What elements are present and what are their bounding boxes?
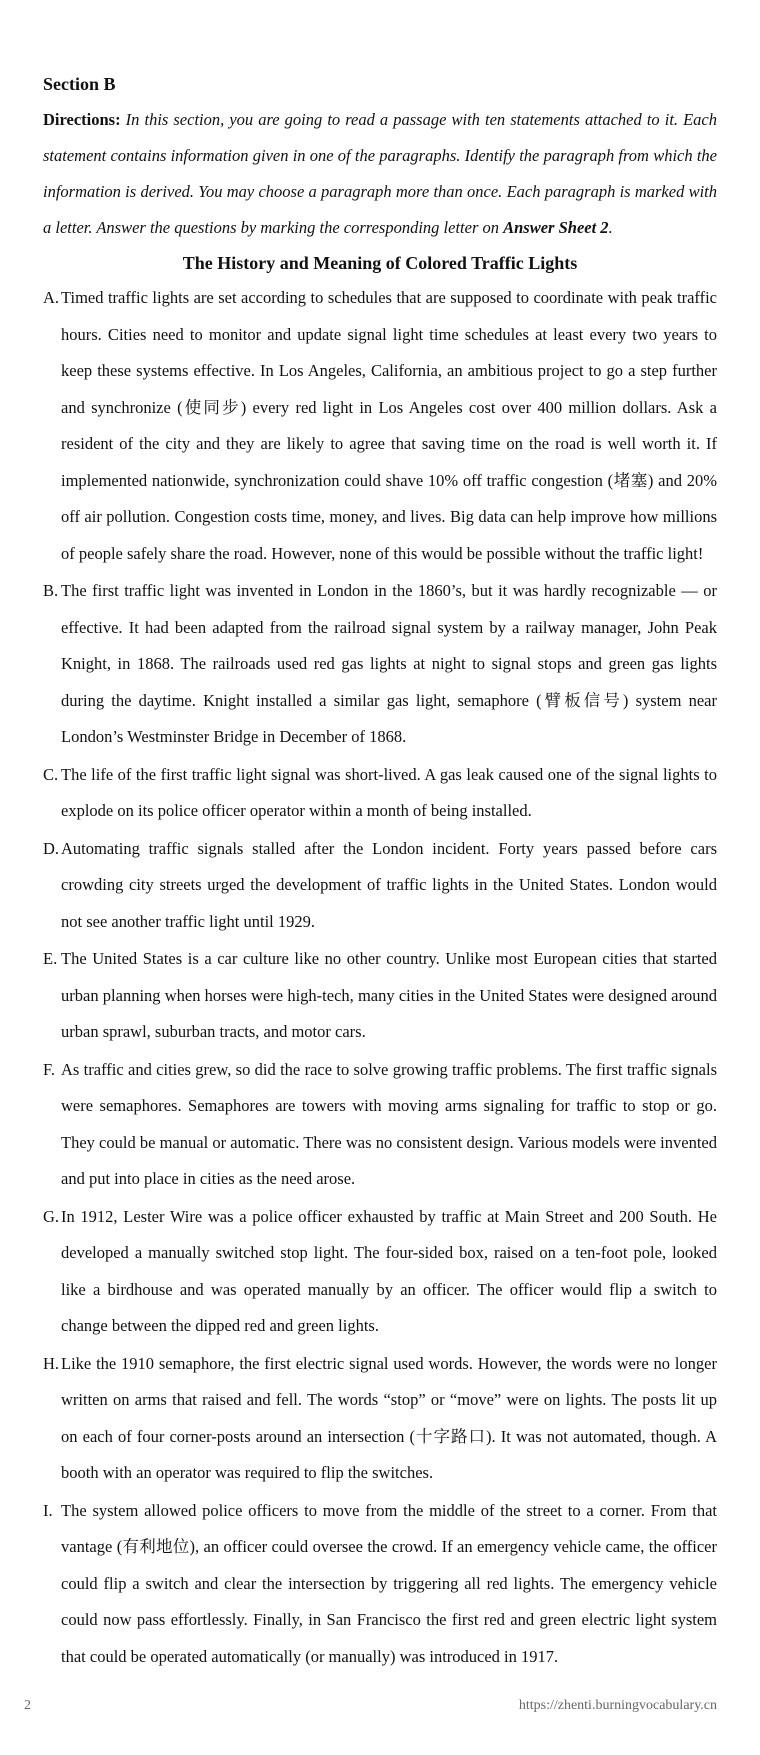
- directions-label: Directions:: [43, 110, 121, 129]
- paragraph-text: In 1912, Lester Wire was a police officer exhausted by traffic at Main Street and 200 South. He developed a manually switched stop light. The four-sided box, raised on a ten-foot pole, looked like a birdhouse and was operated manually by an officer. The officer would flip a switch to change between the dipped red and green lights.: [61, 1206, 717, 1335]
- paragraph-text: Timed traffic lights are set according to schedules that are supposed to coordinate with peak traffic hours. Cities need to monitor and update signal light time schedules at least every two years to keep these systems effective. In Los Angeles, California, an ambitious project to go a step further and synchronize (使同步) every red light in Los Angeles cost over 400 million dollars. Ask a resident of the city and they are likely to agree that saving time on the road is well worth it. If implemented nationwide, synchronization could shave 10% off traffic congestion (堵塞) and 20% off air pollution. Congestion costs time, money, and lives. Big data can help improve how millions of people safely share the road. However, none of this would be possible without the traffic light!: [61, 288, 717, 563]
- paragraph-c: [43, 757, 717, 830]
- paragraph-d: [43, 831, 717, 941]
- paragraph-f: [43, 1052, 717, 1198]
- paragraph-text: The United States is a car culture like no other country. Unlike most European cities that started urban planning when horses were high-tech, many cities in the United States were designed around urban sprawl, suburban tracts, and motor cars.: [61, 949, 717, 1041]
- paragraph-b: [43, 573, 717, 756]
- paragraph-text: Like the 1910 semaphore, the first electric signal used words. However, the words were no longer written on arms that raised and fell. The words “stop” or “move” were on lights. The posts lit up on each of four corner-posts around an intersection (十字路口). It was not automated, though. A booth with an operator was required to flip the switches.: [61, 1353, 717, 1482]
- directions-end: .: [608, 218, 613, 237]
- paragraph-i: [43, 1493, 717, 1676]
- paragraph-text: The first traffic light was invented in London in the 1860’s, but it was hardly recognizable — or effective. It had been adapted from the railroad signal system by a railway manager, John Peak Knight, in 1868. The railroads used red gas lights at night to signal stops and green gas lights during the daytime. Knight installed a similar gas light, semaphore (臂板信号) system near London’s Westminster Bridge in December of 1868.: [61, 581, 717, 746]
- paragraph-g: [43, 1199, 717, 1345]
- paragraph-letter: H.: [43, 1353, 60, 1373]
- paragraph-letter: B.: [43, 581, 59, 600]
- paragraph-letter: G.: [43, 1206, 60, 1226]
- paragraph-letter: F.: [43, 1059, 55, 1079]
- paragraph-letter: D.: [43, 838, 60, 858]
- section-heading: Section B: [43, 74, 116, 94]
- paragraph-letter: E.: [43, 949, 58, 968]
- passage-title: The History and Meaning of Colored Traffic Lights: [182, 253, 578, 273]
- paragraph-letter: A.: [43, 288, 60, 307]
- paragraph-text: The life of the first traffic light signal was short-lived. A gas leak caused one of the signal lights to explode on its police officer operator within a month of being installed.: [61, 764, 717, 820]
- paragraph-letter: C.: [43, 764, 59, 784]
- document-content: [43, 72, 717, 1676]
- paragraph-h: [43, 1346, 717, 1492]
- directions: [43, 102, 717, 246]
- directions-text: In this section, you are going to read a passage with ten statements attached to it. Each statement contains information given in one of the paragraphs. Identify the paragraph from which the information is derived. You may choose a paragraph more than once. Each paragraph is marked with a letter. Answer the questions by marking the corresponding letter on: [43, 110, 717, 237]
- footer-url[interactable]: https://zhenti.burningvocabulary.cn: [518, 1698, 717, 1713]
- paragraph-e: [43, 941, 717, 1051]
- paragraph-a: [43, 280, 717, 572]
- paragraph-text: Automating traffic signals stalled after the London incident. Forty years passed before cars crowding city streets urged the development of traffic lights in the United States. London would not see another traffic light until 1929.: [61, 838, 717, 931]
- paragraph-text: The system allowed police officers to move from the middle of the street to a corner. From that vantage (有利地位), an officer could oversee the crowd. If an emergency vehicle came, the officer could flip a switch and clear the intersection by triggering all red lights. The emergency vehicle could now pass effortlessly. Finally, in San Francisco the first red and green electric light system that could be operated automatically (or manually) was introduced in 1917.: [61, 1500, 717, 1666]
- passage: [43, 280, 717, 1675]
- page-number: 2: [24, 1698, 31, 1713]
- answer-sheet-label: Answer Sheet 2: [503, 218, 609, 237]
- paragraph-letter: I.: [43, 1500, 53, 1520]
- paragraph-text: As traffic and cities grew, so did the race to solve growing traffic problems. The first traffic signals were semaphores. Semaphores are towers with moving arms signaling for traffic to stop or go. They could be manual or automatic. There was no consistent design. Various models were invented and put into place in cities as the need arose.: [61, 1059, 717, 1188]
